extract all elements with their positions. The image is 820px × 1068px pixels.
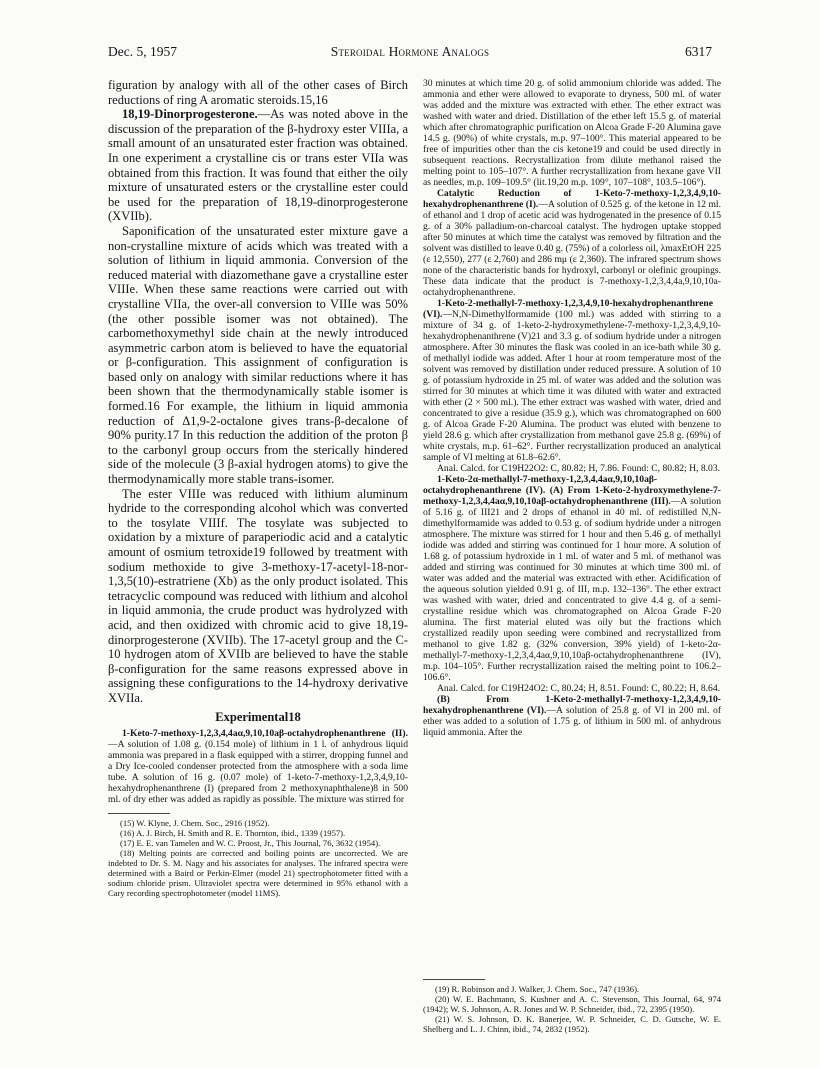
compound-heading: 1-Keto-2-methallyl-7-methoxy-1,2,3,4,9,10-hexahydrophenanthrene (VI). [423, 298, 713, 320]
analysis-line: Anal. Calcd. for C19H22O2: C, 80.82; H, 7.86. Found: C, 80.82; H, 8.03. [437, 463, 721, 474]
page-header [108, 44, 712, 64]
paragraph-text: —A solution of 5.16 g. of III21 and 2 drops of ethanol in 40 ml. of redistilled N,N-dimethylformamide was added to 0.53 g. of sodium hydride under a nitrogen atmosphere. The mixture was stirred for 1 hour and then 5.46 g. of methallyl iodide was added and stirring was continued for 1 hour more. A solution of 1.68 g. of potassium hydroxide in 1 ml. of water and 5 ml. of methanol was added and stirring was continued for 30 minutes at which time 300 ml. of water was added and the material was extracted with ether. Acidification of the aqueous solution yielded 0.91 g. of III, m.p. 132–136°. The ether extract was washed with water, dried and concentrated to give 4.4 g. of a semi-crystalline residue which was chromatographed on Alcoa Grade F-20 alumina. The first material eluted was oily but the fractions which crystallized readily upon seeding were combined and recrystallized from methanol to give 1.82 g. (32% conversion, 39% yield) of 1-keto-2α-methallyl-7-methoxy-1,2,3,4,4aα,9,10,10aβ-octahydrophenanthrene (IV), m.p. 104–105°. Further recrystallization raised the melting point to 106.2–106.6°. [423, 496, 721, 683]
paragraph-text: —A solution of 0.525 g. of the ketone in 12 ml. of ethanol and 1 drop of acetic acid was hydrogenated in the presence of 0.15 g. of a 30% palladium-on-charcoal catalyst. The hydrogen uptake stopped after 50 minutes at which time the catalyst was removed by filtration and the solvent was distilled to leave 0.40 g. (75%) of a colorless oil, λmaxEtOH 225 (ε 12,550), 277 (ε 2,760) and 286 mμ (ε 2,360). The infrared spectrum shows none of the characteristic bands for hydroxyl, carbonyl or olefinic groupings. These data indicate that the product is 7-methoxy-1,2,3,4,4a,9,10,10a-octahydrophenanthrene. [423, 199, 721, 298]
paragraph-text: —As was noted above in the discussion of the preparation of the β-hydroxy ester VIIIa, a small amount of an unsaturated ester fraction was obtained. In one experiment a crystalline cis or trans ester VIIa was obtained from this fraction. It was found that either the oily mixture of unsaturated esters or the crystalline ester could be used for the preparation of 18,19-dinorprogesterone (XVIIb). [108, 107, 408, 224]
footnote: (21) W. S. Johnson, D. K. Banerjee, W. P. Schneider, C. D. Gutsche, W. E. Shelberg and L. J. Chinn, ibid., 74, 2832 (1952). [423, 1014, 721, 1035]
right-footnotes [423, 979, 721, 1034]
paragraph [108, 107, 408, 224]
experimental-paragraph [423, 694, 721, 738]
page-number: 6317 [685, 44, 712, 59]
experimental-paragraph [423, 298, 721, 463]
paragraph: Saponification of the unsaturated ester mixture gave a non-crystalline mixture of acids which was treated with a solution of lithium in liquid ammonia. Conversion of the reduced material with diazomethane gave a crystalline ester VIIIe. When these same reactions were carried out with crystalline VIIa, the over-all conversion to VIIIe was 50% (the other possible isomer was not obtained). The carbomethoxymethyl side chain at the newly introduced asymmetric carbon atom is believed to have the equatorial or β-configuration. This assignment of configuration is based only on analogy with similar reductions where it has been shown that the thermodynamically stable isomer is formed.16 For example, the lithium in liquid ammonia reduction of Δ1,9-2-octalone gives trans-β-decalone of 90% purity.17 In this reduction the addition of the proton β to the carbonyl group occurs from the sterically hindered side of the molecule (3 β-axial hydrogen atoms) to give the thermodynamically more stable trans-isomer. [108, 223, 408, 487]
experimental-paragraph [423, 188, 721, 298]
paragraph-text: —A solution of 25.8 g. of VI in 200 ml. of ether was added to a solution of 1.75 g. of lithium in 500 ml. of anhydrous liquid ammonia. After the [423, 705, 722, 738]
analysis-line: Anal. Calcd. for C19H24O2: C, 80.24; H, 8.51. Found: C, 80.22; H, 8.64. [437, 683, 721, 694]
section-run-in-heading: 18,19-Dinorprogesterone. [122, 107, 258, 122]
paragraph: figuration by analogy with all of the other cases of Birch reductions of ring A aromatic steroids.15,16 [108, 78, 408, 107]
running-title: Steroidal Hormone Analogs [330, 44, 490, 59]
paragraph: The ester VIIIe was reduced with lithium aluminum hydride to the corresponding alcohol which was converted to the tosylate VIIIf. The tosylate was subjected to oxidation by a mixture of paraperiodic acid and a catalytic amount of osmium tetroxide19 followed by treatment with sodium methoxide to give 3-methoxy-17-acetyl-18-nor-1,3,5(10)-estratriene (Xb) as the only product isolated. This tetracyclic compound was reduced with lithium and alcohol in liquid ammonia, the crude product was hydrolyzed with acid, and then oxidized with chromic acid to give 18,19-dinorprogesterone (XVIIb). The 17-acetyl group and the C-10 hydrogen atom of XVIIb are believed to have the stable β-configuration for the same reasons expressed above in assigning these configurations to the 14-hydroxy derivative XVIIa. [108, 486, 408, 705]
compound-heading: 1-Keto-2α-methallyl-7-methoxy-1,2,3,4,4aα,9,10,10aβ-octahydrophenanthrene (IV). (A) From 1-Keto-2-hydroxymethylene-7-methoxy-1,2,3,4,4aα,9,10,10aβ-octahydrophenanthrene (III). [423, 474, 721, 507]
paragraph-text: —N,N-Dimethylformamide (100 ml.) was added with stirring to a mixture of 34 g. of 1-keto-2-hydroxymethylene-7-methoxy-1,2,3,4,9,10-hexahydrophenanthrene (V)21 and 3.3 g. of sodium hydride under a nitrogen atmosphere. After 30 minutes the flask was cooled in an ice-bath while 30 g. of methallyl iodide was added. After 1 hour at room temperature most of the solvent was removed by distillation under reduced pressure. A solution of 10 g. of potassium hydroxide in 25 ml. of water was added and the solution was stirred for 30 minutes at which time it was diluted with water and extracted with ether (2 × 500 ml.). The ether extract was washed with water, dried and concentrated to give a residue (35.9 g.), which was chromatographed on 600 g. of Alcoa Grade F-20 Alumina. The product was eluted with benzene to yield 28.6 g. which after crystallization from methanol gave 25.8 g. (69%) of white crystals, m.p. 61–62°. Further recrystallization produced an analytical sample of VI melting at 61.8–62.6°. [423, 309, 721, 463]
experimental-paragraph [108, 728, 408, 805]
left-column [108, 78, 408, 898]
experimental-paragraph: 30 minutes at which time 20 g. of solid ammonium chloride was added. The ammonia and ether were allowed to evaporate to dryness, 500 ml. of water was added and the mixture was extracted with ether. The ether extract was washed with water and dried. Distillation of the ether left 15.5 g. of material which after chromatographic purification on Alcoa Grade F-20 Alumina gave 14.5 g. (90%) of white crystals, m.p. 97–100°. This material appeared to be free of impurities other than the cis ketone19 and could be used directly in subsequent reactions. Recrystallization from dilute methanol raised the melting point to 105–107°. A further recrystallization from hexane gave VII as needles, m.p. 109–109.5° (lit.19,20 m.p. 109°, 107–108°, 103.5–106°). [423, 78, 721, 188]
footnote: (16) A. J. Birch, H. Smith and R. E. Thornton, ibid., 1339 (1957). [120, 827, 346, 838]
section-heading-experimental: Experimental18 [215, 709, 301, 724]
experimental-paragraph [423, 474, 721, 683]
right-column [423, 78, 721, 738]
footnote: (18) Melting points are corrected and boiling points are uncorrected. We are indebted to Dr. S. M. Nagy and his associates for analyses. The infrared spectra were determined with a Baird or Perkin-Elmer (model 21) spectrophotometer fitted with a sodium chloride prism. Ultraviolet spectra were determined in 95% ethanol with a Cary recording spectrophotometer (model 11MS). [108, 847, 408, 899]
footnote: (15) W. Klyne, J. Chem. Soc., 2916 (1952). [120, 817, 270, 828]
compound-heading: (B) From 1-Keto-2-methallyl-7-methoxy-1,2,3,4,9,10-hexahydrophenanthrene (VI). [423, 694, 721, 716]
header-date: Dec. 5, 1957 [108, 44, 177, 59]
footnote-rule [423, 979, 485, 980]
footnote: (19) R. Robinson and J. Walker, J. Chem. Soc., 747 (1936). [435, 984, 640, 994]
paragraph-text: —A solution of 1.08 g. (0.154 mole) of lithium in 1 l. of anhydrous liquid ammonia was prepared in a flask equipped with a stirrer, dropping funnel and a Dry Ice-cooled condenser protected from the atmosphere with a soda lime tube. A solution of 16 g. (0.07 mole) of 1-keto-7-methoxy-1,2,3,4,9,10-hexahydrophenanthrene (I) (prepared from 2 methoxynaphthalene)8 in 500 ml. of dry ether was added as rapidly as possible. The mixture was stirred for [108, 738, 408, 805]
compound-heading: Catalytic Reduction of 1-Keto-7-methoxy-1,2,3,4,9,10-hexahydrophenanthrene (I). [423, 188, 721, 210]
footnote: (17) E. E. van Tamelen and W. C. Proost, Jr., This Journal, 76, 3632 (1954). [120, 837, 381, 848]
footnote: (20) W. E. Bachmann, S. Kushner and A. C. Stevenson, This Journal, 64, 974 (1942); W. S. Johnson, A. R. Jones and W. P. Schneider, ibid., 72, 2395 (1950). [423, 994, 721, 1015]
footnote-rule [108, 813, 170, 814]
compound-heading: 1-Keto-7-methoxy-1,2,3,4,4aα,9,10,10aβ-octahydrophenanthrene (II). [122, 727, 408, 739]
